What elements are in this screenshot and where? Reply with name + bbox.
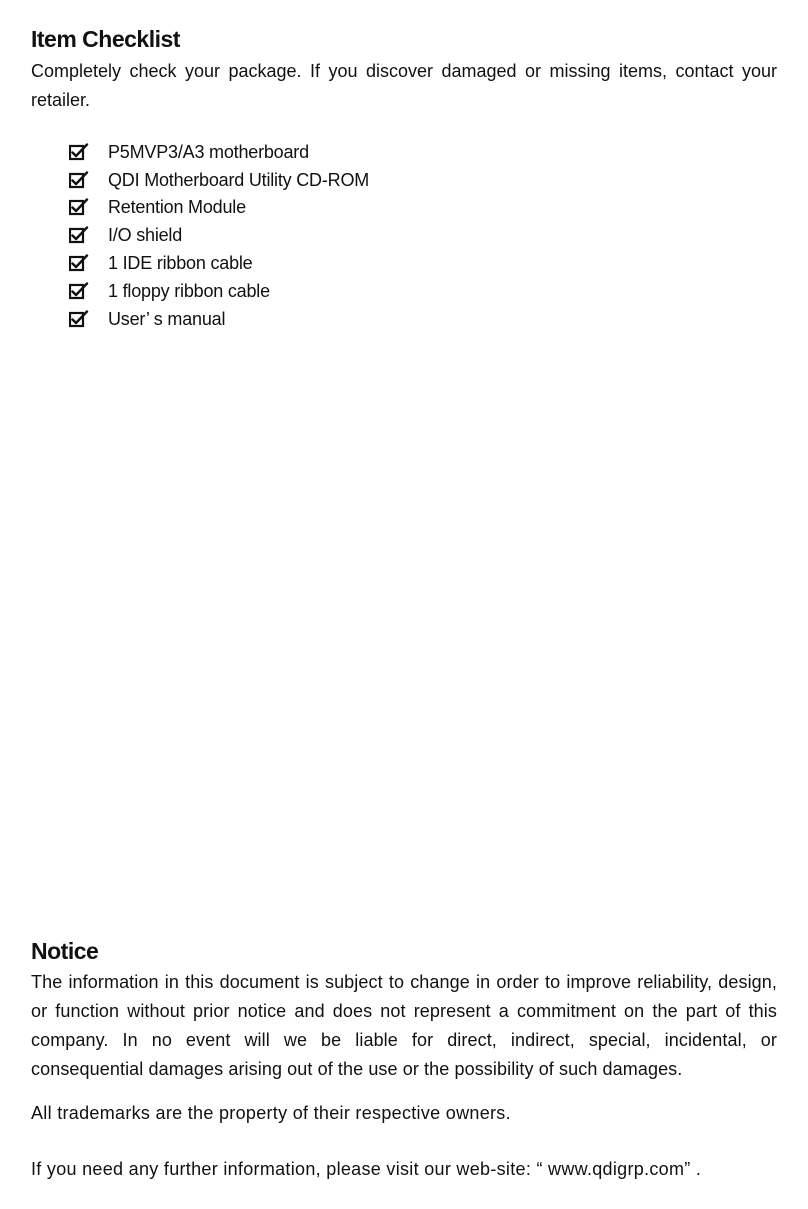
trademark-statement: All trademarks are the property of their respective owners. xyxy=(31,1103,511,1123)
checked-box-icon xyxy=(69,310,89,328)
checklist-item-label: User’ s manual xyxy=(108,308,226,329)
list-item xyxy=(69,138,369,166)
checklist-item-label: 1 IDE ribbon cable xyxy=(108,253,253,274)
checklist-item-label: I/O shield xyxy=(108,225,183,246)
checked-box-icon xyxy=(69,282,89,300)
checked-box-icon xyxy=(69,198,89,216)
notice-title: Notice xyxy=(31,938,99,964)
list-item xyxy=(69,194,369,222)
notice-body: The information in this document is subject to change in order to improve reliability, design, or function without prior notice and does not represent a commitment on the part of this company. In no event will we be liable for direct, indirect, special, incidental, or consequential damages arising out of the use or the possibility of such damages. xyxy=(31,972,777,1079)
checklist xyxy=(69,138,369,333)
list-item xyxy=(69,277,369,305)
checked-box-icon xyxy=(69,254,89,272)
checked-box-icon xyxy=(69,226,89,244)
list-item xyxy=(69,249,369,277)
list-item xyxy=(69,166,369,194)
checked-box-icon xyxy=(69,171,89,189)
checked-box-icon xyxy=(69,143,89,161)
checklist-item-label: QDI Motherboard Utility CD-ROM xyxy=(108,169,370,190)
checklist-intro: Completely check your package. If you discover damaged or missing items, contact your retailer. xyxy=(31,61,777,110)
website-statement: If you need any further information, please visit our web-site: “ www.qdigrp.com” . xyxy=(31,1159,702,1179)
checklist-item-label: Retention Module xyxy=(108,197,246,218)
checklist-item-label: P5MVP3/A3 motherboard xyxy=(108,141,309,162)
manual-page xyxy=(31,0,777,1209)
checklist-item-label: 1 floppy ribbon cable xyxy=(108,280,270,301)
list-item xyxy=(69,305,369,333)
checklist-title: Item Checklist xyxy=(31,26,180,52)
list-item xyxy=(69,221,369,249)
